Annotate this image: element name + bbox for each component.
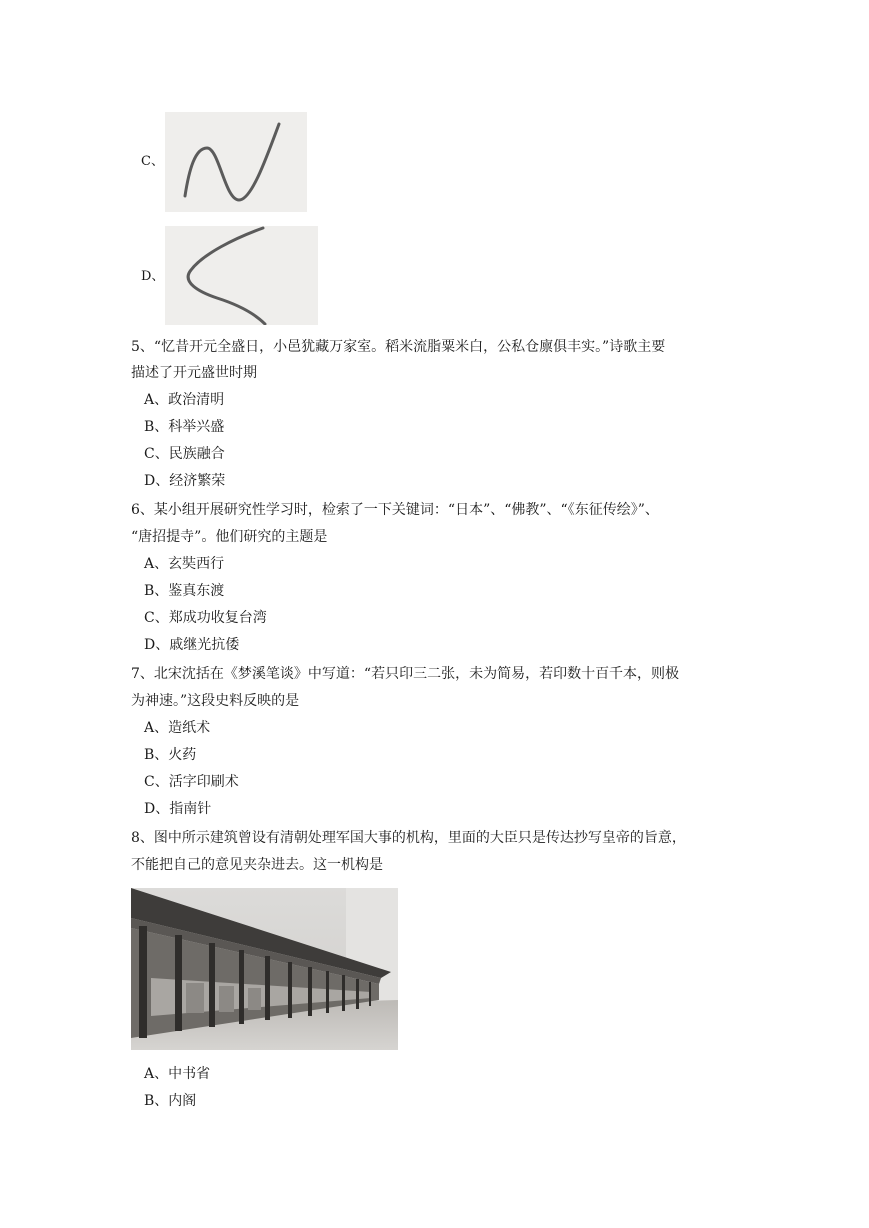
q6-stem-line-1: 6、某小组开展研究性学习时，检索了一下关键词：“日本”、“佛教”、“《东征传绘》”、 — [131, 502, 659, 518]
q6-option-a: A、玄奘西行 — [144, 556, 225, 572]
q6-option-c: C、郑成功收复台湾 — [144, 610, 267, 626]
q8-option-a: A、中书省 — [144, 1066, 211, 1082]
q6-option-b: B、鉴真东渡 — [144, 583, 225, 599]
q5-option-c: C、民族融合 — [144, 446, 225, 462]
q5-stem-line-1: 5、“忆昔开元全盛日，小邑犹藏万家室。稻米流脂粟米白，公私仓廪俱丰实。”诗歌主要 — [131, 339, 666, 355]
q4-option-d-curve-image — [165, 226, 318, 325]
q5-stem-line-2: 描述了开元盛世时期 — [131, 365, 257, 381]
q8-stem-line-2: 不能把自己的意见夹杂进去。这一机构是 — [131, 857, 383, 873]
q7-stem-line-1: 7、北宋沈括在《梦溪笔谈》中写道：“若只印三二张，未为简易，若印数十百千本，则极 — [131, 666, 680, 682]
q5-option-a: A、政治清明 — [144, 392, 225, 408]
q8-option-b: B、内阁 — [144, 1093, 197, 1109]
q6-option-d: D、戚继光抗倭 — [144, 637, 240, 653]
q7-option-a: A、造纸术 — [144, 720, 211, 736]
q7-option-d: D、指南针 — [144, 801, 212, 817]
q5-option-d: D、经济繁荣 — [144, 473, 226, 489]
q4-option-d-label: D、 — [141, 269, 165, 284]
q8-stem-line-1: 8、图中所示建筑曾设有清朝处理军国大事的机构，里面的大臣只是传达抄写皇帝的旨意， — [131, 830, 686, 846]
q4-option-c-label: C、 — [141, 154, 164, 169]
q4-option-c-curve-image — [165, 112, 307, 212]
q7-option-c: C、活字印刷术 — [144, 774, 239, 790]
q5-option-b: B、科举兴盛 — [144, 419, 225, 435]
q7-option-b: B、火药 — [144, 747, 197, 763]
q7-stem-line-2: 为神速。”这段史料反映的是 — [131, 693, 300, 709]
q8-building-photo — [131, 888, 398, 1050]
q6-stem-line-2: “唐招提寺”。他们研究的主题是 — [131, 529, 328, 545]
